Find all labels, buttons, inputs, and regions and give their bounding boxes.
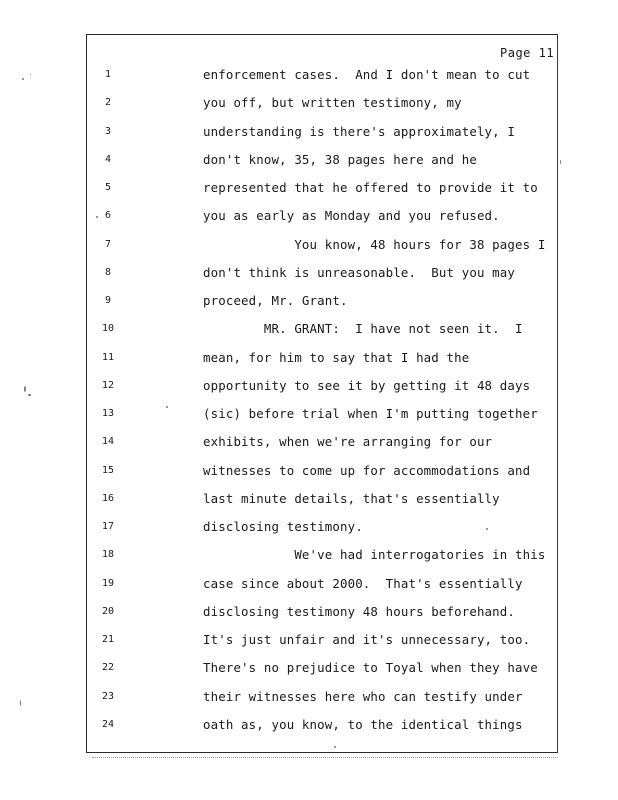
transcript-line — [0, 208, 618, 224]
line-number: 11 — [101, 351, 115, 363]
line-number: 18 — [101, 549, 115, 561]
line-text: It's just unfair and it's unnecessary, too. — [203, 632, 531, 647]
line-text: don't think is unreasonable. But you may — [203, 264, 516, 280]
page-border-bottom — [86, 752, 558, 753]
scan-speck — [334, 746, 336, 748]
line-number: 3 — [104, 125, 112, 137]
scan-speck — [560, 160, 561, 164]
transcript-line — [0, 67, 618, 83]
footer-rule — [92, 757, 558, 761]
line-text: case since about 2000. That's essentially — [203, 575, 523, 591]
line-text: witnesses to come up for accommodations and — [203, 462, 531, 478]
page-number: Page 11 — [500, 46, 555, 60]
transcript-line — [0, 547, 618, 563]
line-number: 9 — [104, 295, 112, 306]
scan-speck — [166, 406, 168, 408]
transcript-line — [0, 434, 618, 450]
line-number: 4 — [104, 153, 112, 165]
transcript-line — [0, 378, 618, 394]
scan-speck — [20, 700, 21, 706]
scan-speck — [24, 386, 26, 392]
line-number: 23 — [101, 690, 115, 702]
line-text: oath as, you know, to the identical things — [203, 716, 523, 732]
line-text: mean, for him to say that I had the — [203, 349, 470, 365]
line-text: their witnesses here who can testify under — [203, 688, 523, 704]
transcript-line — [0, 463, 618, 479]
line-number: 14 — [101, 436, 115, 448]
scan-speck — [22, 78, 24, 80]
transcript-line — [0, 717, 618, 733]
scan-speck — [30, 74, 31, 75]
line-text: (sic) before trial when I'm putting together — [203, 406, 538, 421]
line-number: 22 — [101, 662, 115, 674]
scan-speck — [96, 216, 98, 218]
line-text: proceed, Mr. Grant. — [203, 293, 348, 308]
line-text: represented that he offered to provide it to — [203, 180, 538, 195]
line-text: We've had interrogatories in this — [203, 547, 546, 563]
line-text: disclosing testimony. — [203, 519, 363, 534]
transcript-line — [0, 519, 618, 535]
transcript-line — [0, 689, 618, 705]
transcript-line — [0, 604, 618, 620]
line-number: 15 — [101, 464, 115, 476]
transcript-line — [0, 350, 618, 366]
line-number: 16 — [101, 492, 115, 504]
line-number: 8 — [104, 266, 112, 278]
transcript-line — [0, 124, 618, 140]
transcript-line — [0, 293, 618, 309]
line-text: MR. GRANT: I have not seen it. I — [203, 321, 523, 337]
line-text: you as early as Monday and you refused. — [203, 208, 500, 224]
scan-speck — [28, 394, 31, 396]
line-text: You know, 48 hours for 38 pages I — [203, 236, 546, 252]
line-text: understanding is there's approximately, I — [203, 123, 516, 139]
line-number: 7 — [104, 238, 112, 250]
line-text: enforcement cases. And I don't mean to cut — [203, 67, 531, 82]
line-number: 2 — [104, 97, 112, 109]
line-text: exhibits, when we're arranging for our — [203, 434, 493, 450]
line-number: 13 — [101, 408, 115, 419]
line-number: 6 — [104, 210, 112, 222]
transcript-line — [0, 265, 618, 281]
transcript-line — [0, 180, 618, 196]
line-number: 12 — [101, 379, 115, 391]
line-number: 10 — [101, 323, 115, 335]
line-number: 5 — [104, 182, 112, 193]
line-text: There's no prejudice to Toyal when they have — [203, 660, 538, 676]
transcript-line — [0, 237, 618, 253]
line-text: disclosing testimony 48 hours beforehand. — [203, 603, 516, 619]
line-text: opportunity to see it by getting it 48 days — [203, 377, 531, 393]
transcript-line — [0, 632, 618, 648]
line-text: you off, but written testimony, my — [203, 95, 462, 111]
line-number: 19 — [101, 577, 115, 589]
line-number: 24 — [101, 718, 115, 730]
transcript-line — [0, 406, 618, 422]
line-number: 17 — [101, 521, 115, 532]
transcript-line — [0, 95, 618, 111]
line-text: last minute details, that's essentially — [203, 490, 500, 506]
transcript-line — [0, 321, 618, 337]
transcript-line — [0, 576, 618, 592]
line-number: 1 — [104, 69, 112, 80]
transcript-line — [0, 660, 618, 676]
transcript-line — [0, 152, 618, 168]
scan-speck — [486, 528, 488, 530]
line-number: 21 — [101, 634, 115, 645]
line-number: 20 — [101, 605, 115, 617]
transcript-line — [0, 491, 618, 507]
line-text: don't know, 35, 38 pages here and he — [203, 151, 477, 167]
